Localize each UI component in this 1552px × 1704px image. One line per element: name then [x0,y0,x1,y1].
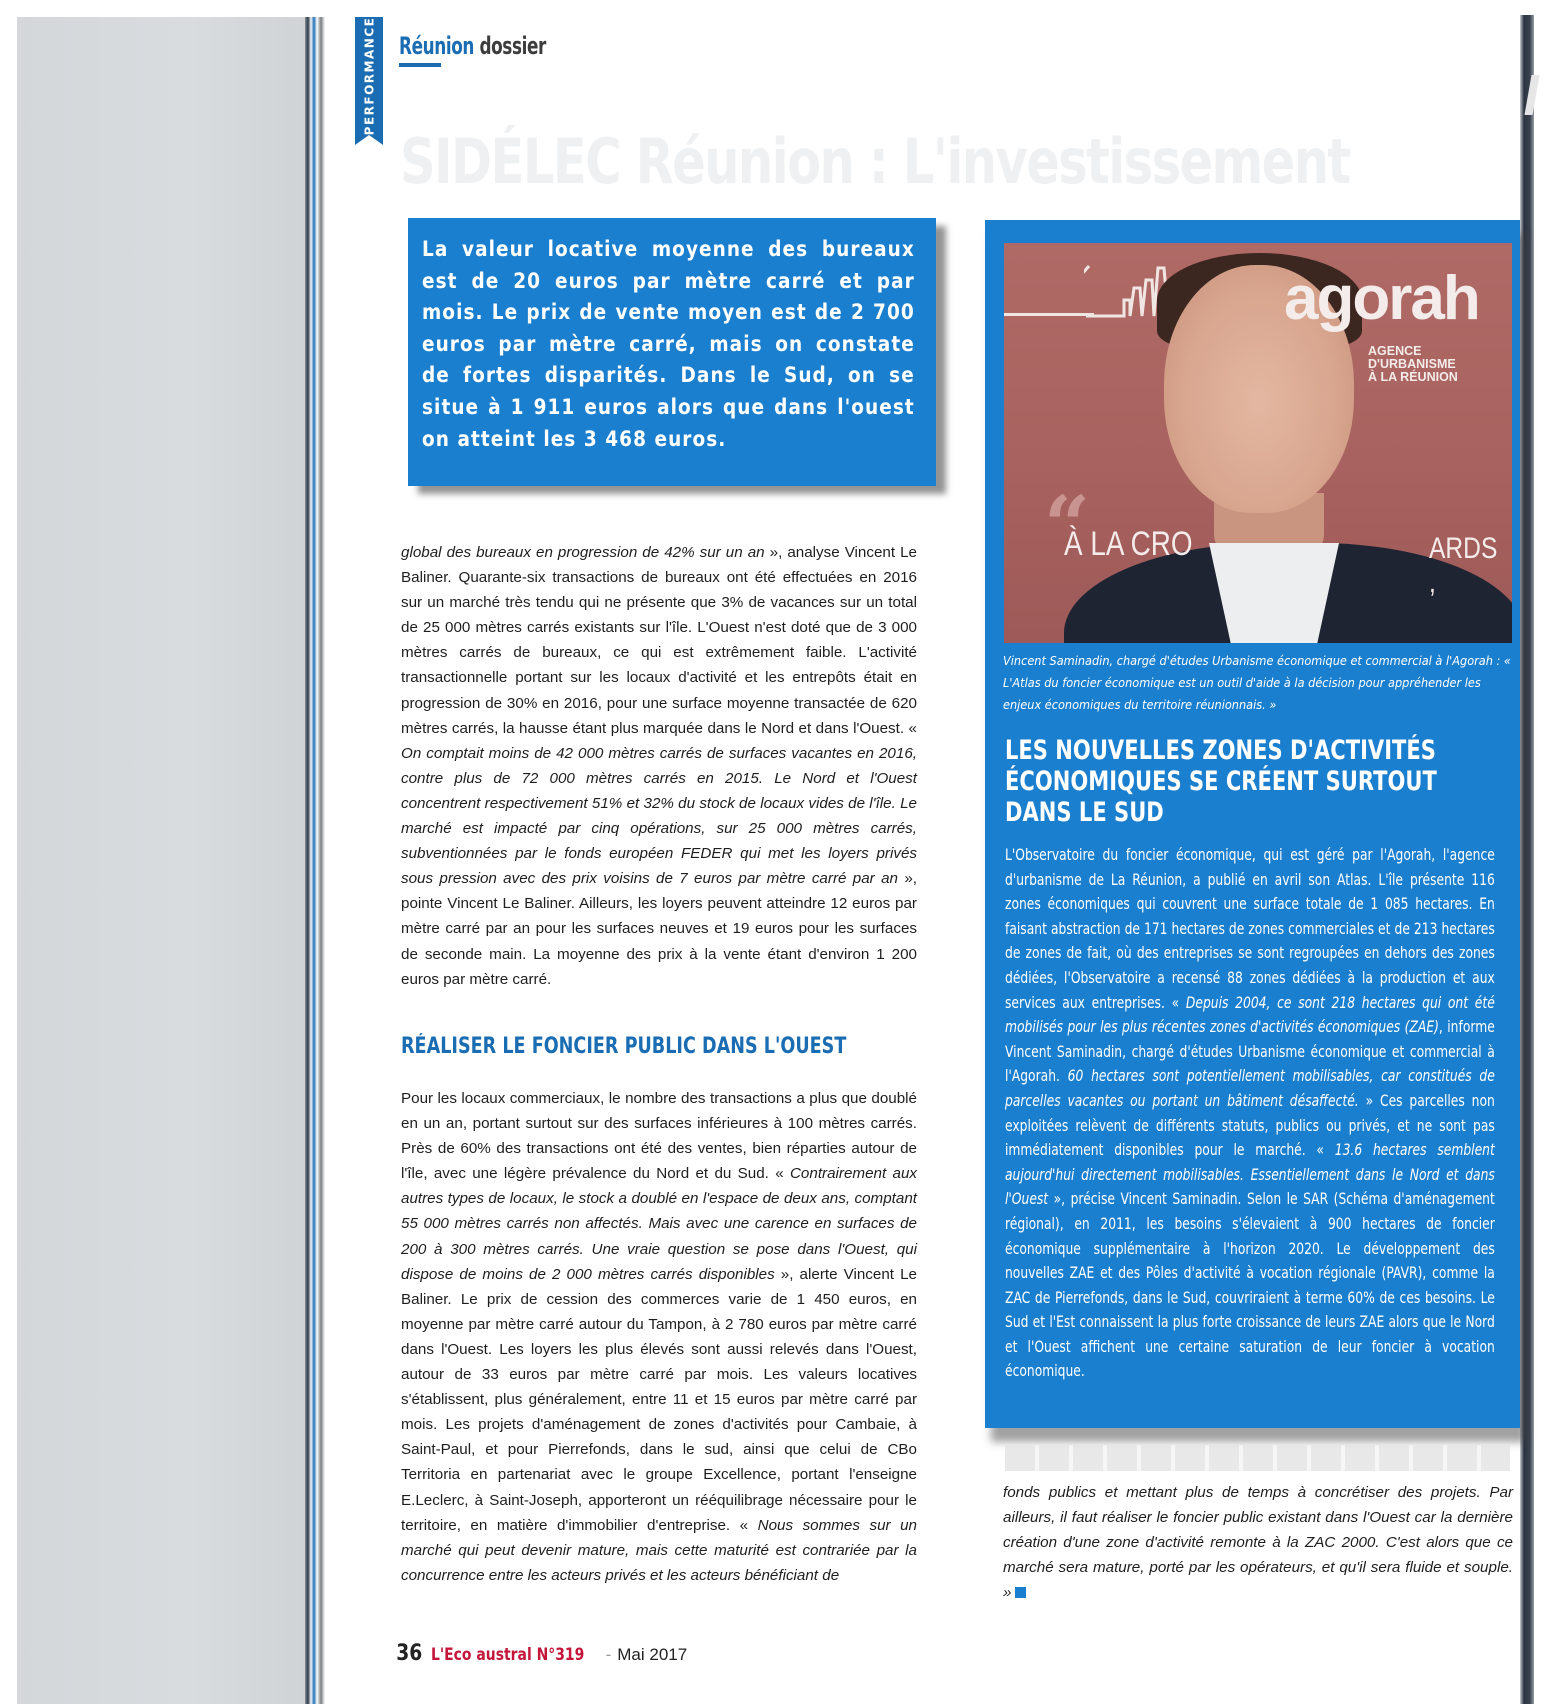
sidebar-body [1005,843,1495,1384]
quote-text: global des bureaux en progression de 42% sur un an [401,544,765,561]
pull-quote-text: La valeur locative moyenne des bureaux est de 20 euros par mètre carré et par mois. Le prix de vente moyen est de 2 700 euros par mètre carré, mais on constate de fortes disparités. Dans le Sud, on se situe à 1 911 euros alors que dans l'ouest on atteint les 3 468 euros. [422,237,915,451]
quote-text: Nous sommes sur un marché qui peut devenir mature, mais cette maturité est contrariée par la concurrence entre les acteurs privés et les acteurs bénéficiant de [401,1516,917,1584]
page-edge [1520,15,1534,1704]
rubric-label: PERFORMANCE [362,16,376,136]
paragraph [401,540,917,992]
sidebar-title: LES NOUVELLES ZONES D'ACTIVITÉS ÉCONOMIQUES SE CRÉENT SURTOUT DANS LE SUD [1005,735,1437,828]
section-underline [399,63,441,67]
tagline-line-1: AGENCE D'URBANISME [1368,344,1456,371]
paragraph [1005,843,1495,1384]
body-text: L'Observatoire du foncier économique, qui est géré par l'Agorah, l'agence d'urbanisme de La Réunion, a publié en avril son Atlas. L'île présente 116 zones économiques qui couvrent une surface totale de 1 085 hectares. En faisant abstraction de 171 hectares de zones commerciales et de 213 hectares de zones de fait, où des entreprises se sont regroupées en dehors des zones dédiées, l'Observatoire a recensé 88 zones dédiées à la production et aux services aux entreprises. « [1005,846,1495,1012]
bleedthrough-text [1005,1445,1510,1471]
portrait-photo [1004,243,1512,643]
page-footer [394,1641,687,1666]
article-column-1-continued [401,1086,917,1588]
shirt [1209,543,1339,643]
magazine-spine [305,17,331,1704]
facing-page [17,17,305,1704]
rubric-tab [355,17,383,145]
quote-text: On comptait moins de 42 000 mètres carrés de surfaces vacantes en 2016, contre plus de 72 000 mètres carrés en 2015. Le Nord et l'Ouest concentrent respectivement 51% et 32% du stock de locaux vides de l'île. Le marché est impacté par cinq opérations, sur 25 000 mètres carrés, subventionnées par le fonds européen FEDER qui met les loyers privés sous pression avec des prix voisins de 7 euros par mètre carré par an [401,744,917,888]
subheading: RÉALISER LE FONCIER PUBLIC DANS L'OUEST [401,1034,847,1059]
body-text: » Ces parcelles non exploitées relèvent de différents statuts, publics ou privés, et ne sont pas immédiatement disponibles pour le marché. « [1005,1091,1495,1160]
photo-caption: Vincent Saminadin, chargé d'études Urbanisme économique et commercial à l'Agorah : « L'Atlas du foncier économique est un outil d'aide à la décision pour appréhender les enjeux économiques du territoire réunionnais. » [1003,653,1511,712]
quote-mark-icon: “ [1044,478,1091,572]
tagline-line-2: À LA RÉUNION [1368,370,1458,384]
issue-date: Mai 2017 [617,1645,688,1664]
section-heading [399,32,546,60]
quote-text: 13.6 hectares semblent aujourd'hui directement mobilisables. Essentiellement dans le Nord et dans l'Ouest [1005,1141,1495,1209]
body-text: », alerte Vincent Le Baliner. Le prix de cession des commerces varie de 1 450 euros, en moyenne par mètre carré autour du Tampon, à 2 780 euros par mètre carré dans l'Ouest. Les loyers les plus élevés sont aussi relevés dans l'Ouest, autour de 33 euros par mètre carré par mois. Les valeurs locatives s'établissent, plus généralement, entre 11 et 15 euros par mètre carré par mois. Les projets d'aménagement de zones d'activités pour Cambaie, à Saint-Paul, et pour Pierrefonds, dans le sud, ainsi que celui de CBo Territoria en partenariat avec le groupe Excellence, portant l'enseigne E.Leclerc, à Saint-Joseph, apporteront un rééquilibrage nécessaire pour le territoire, en matière d'immobilier d'entreprise. « [401,1265,917,1534]
footer-separator: - [605,1645,612,1664]
backdrop-slogan-left: À LA CRO [1064,525,1193,563]
paragraph [401,1086,917,1588]
quote-text: Depuis 2004, ce sont 218 hectares qui ont été mobilisés pour les plus récentes zones d'activités économiques (ZAE) [1005,993,1495,1037]
article-column-2 [1003,1480,1513,1605]
backdrop-slogan-right: ARDS , [1429,532,1498,599]
article-column-1 [401,540,917,992]
section-brand: Réunion [399,32,474,60]
quote-text: fonds publics et mettant plus de temps à concrétiser des projets. Par ailleurs, il faut réaliser le foncier public existant dans l'Ouest car la dernière création d'une zone d'activité remonte à la ZAC 2000. C'est alors que ce marché sera mature, porté par les opérateurs, et qu'il sera fluide et souple. » [1003,1484,1513,1602]
body-text: », précise Vincent Saminadin. Selon le SAR (Schéma d'aménagement régional), en 2011, les besoins s'élevaient à 900 hectares de foncier économique supplémentaire à l'horizon 2020. Le développement des nouvelles ZAE et des Pôles d'activité à vocation régionale (PAVR), comme la ZAC de Pierrefonds, dans le Sud, couvriraient à terme 60% de ces besoins. Le Sud et l'Est connaissent la plus forte croissance de leurs ZAE alors que le Nord et l'Ouest affichent une certaine saturation de leur foncier à vocation économique. [1005,1190,1495,1381]
end-of-article-icon [1015,1587,1026,1598]
quote-text: 60 hectares sont potentiellement mobilisables, car constitués de parcelles vacantes ou portant un bâtiment désaffecté. [1005,1067,1495,1110]
magazine-name: L'Eco austral N°319 [430,1645,584,1665]
agorah-tagline [1368,345,1512,384]
pull-quote-box [408,218,936,486]
page-number: 36 [396,1641,423,1666]
quote-text: Contrairement aux autres types de locaux, le stock a doublé en l'espace de deux ans, comptant 55 000 mètres carrés non affectés. Mais avec une carence en surfaces de 200 à 300 mètres carrés. Une vraie question se pose dans l'Ouest, qui dispose de moins de 2 000 mètres carrés disponibles [401,1165,917,1283]
body-text: , informe Vincent Saminadin, chargé d'études Urbanisme économique et commercial à l'Agorah. [1005,1018,1495,1086]
ghost-title-bleedthrough: SIDÉLEC Réunion : L'investissement [400,125,1350,198]
paragraph [1003,1480,1513,1605]
agorah-logo: agorah [1284,264,1479,333]
section-rest: dossier [473,32,546,60]
body-text: », analyse Vincent Le Baliner. Quarante-six transactions de bureaux ont été effectuées en 2016 sur un marché très tendu qui ne présente que 3% de vacances sur un total de 25 000 mètres carrés existants sur l'île. L'Ouest n'est doté que de 3 000 mètres carrés de bureaux, ce qui est extrêmement faible. L'activité transactionnelle portant sur les locaux d'activité et les entrepôts était en progression de 30% en 2016, pour une surface moyenne transactée de 620 mètres carrés, la hausse étant plus marquée dans le Nord et dans l'Ouest. « [401,544,917,737]
logo-line [1004,313,1094,316]
body-text: », pointe Vincent Le Baliner. Ailleurs, les loyers peuvent atteindre 12 euros par mètre carré par an pour les surfaces neuves et 19 euros pour les surfaces de seconde main. La moyenne des prix à la vente étant d'environ 1 200 euros par mètre carré. [401,870,917,988]
body-text: Pour les locaux commerciaux, le nombre des transactions a plus que doublé en un an, portant surtout sur des surfaces inférieures à 100 mètres carrés. Près de 60% des transactions ont été des ventes, bien réparties autour de l'île, avec une légère prévalence du Nord et du Sud. « [401,1090,917,1183]
